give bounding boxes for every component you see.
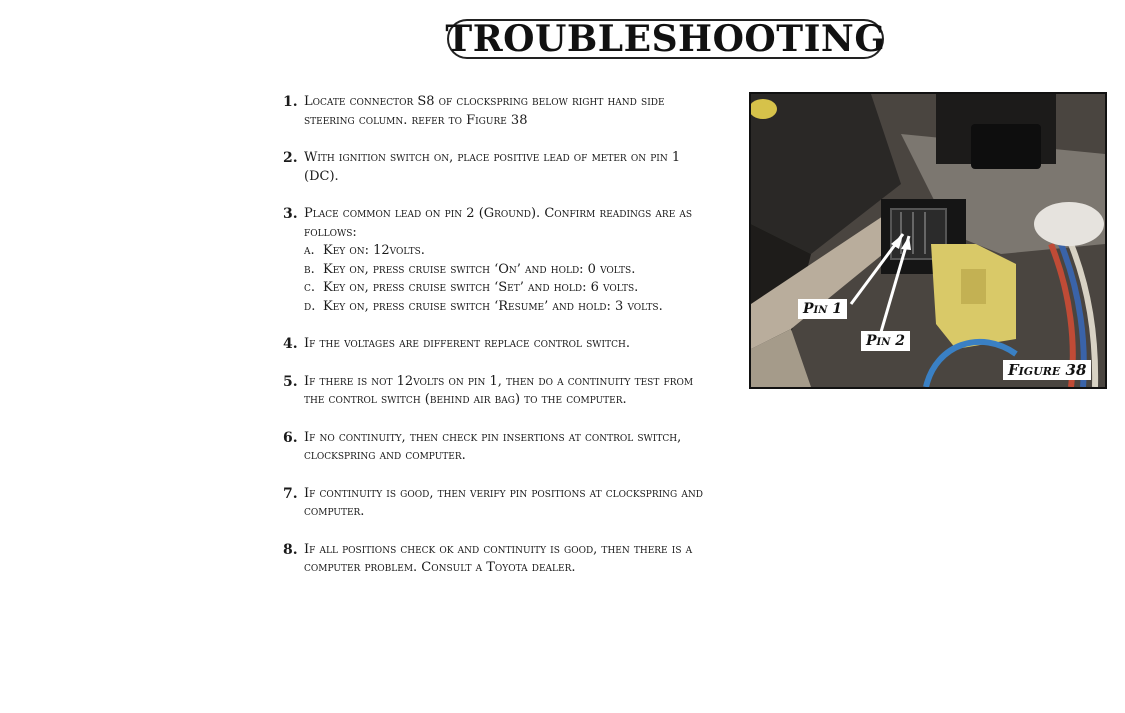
step-number: 1.: [283, 94, 298, 110]
step-text: If all positions check ok and continuity is good, then there is a computer problem. Consult a Toyota dealer.: [304, 541, 693, 575]
pin-2-label: Pin 2: [861, 331, 910, 351]
sub-step-letter: b.: [304, 261, 315, 277]
step-text: If no continuity, then check pin insertions at control switch, clockspring and computer.: [304, 429, 682, 463]
step-number: 4.: [283, 336, 298, 352]
sub-step-c: [304, 279, 703, 298]
sub-step-letter: c.: [304, 280, 316, 295]
step-text: Locate connector S8 of clockspring below right hand side steering column. refer to Figure 38: [304, 94, 665, 128]
step-number: 6.: [283, 429, 298, 446]
step-text: If there is not 12volts on pin 1, then do a continuity test from the control switch (behind air bag) to the computer.: [304, 373, 694, 407]
sub-step-list: [304, 242, 703, 316]
step-number: 8.: [283, 541, 298, 558]
sub-step-text: Key on, press cruise switch ‘On’ and hold: 0 volts.: [323, 261, 636, 277]
sub-step-text: Key on, press cruise switch ‘Set’ and hold: 6 volts.: [323, 280, 639, 295]
sub-step-letter: a.: [304, 243, 315, 258]
step-3: [283, 205, 703, 316]
page-title: TROUBLESHOOTING: [445, 18, 886, 60]
step-text: Place common lead on pin 2 (Ground). Confirm readings are as follows:: [304, 206, 693, 240]
step-5: [283, 373, 703, 410]
pin-1-label: Pin 1: [798, 299, 847, 319]
troubleshooting-steps: [283, 93, 703, 597]
step-number: 5.: [283, 373, 298, 390]
step-2: [283, 149, 703, 186]
step-6: [283, 429, 703, 466]
title-banner: [447, 19, 884, 59]
step-1: [283, 93, 703, 130]
sub-step-b: [304, 261, 703, 280]
connector-illustration: [751, 94, 1105, 387]
step-text: If continuity is good, then verify pin positions at clockspring and computer.: [304, 485, 703, 519]
step-text: With ignition switch on, place positive lead of meter on pin 1 (DC).: [304, 150, 681, 184]
connector-photo: [749, 92, 1107, 389]
step-4: [283, 335, 703, 354]
step-number: 2.: [283, 150, 298, 166]
step-8: [283, 541, 703, 578]
step-7: [283, 485, 703, 522]
step-number: 7.: [283, 485, 298, 502]
step-text: If the voltages are different replace control switch.: [304, 336, 630, 351]
sub-step-text: Key on: 12volts.: [323, 243, 425, 258]
figure-caption: Figure 38: [1003, 360, 1091, 380]
sub-step-letter: d.: [304, 298, 316, 314]
sub-step-a: [304, 242, 703, 261]
step-number: 3.: [283, 206, 298, 222]
sub-step-text: Key on, press cruise switch ‘Resume’ and hold: 3 volts.: [323, 298, 663, 314]
sub-step-d: [304, 298, 703, 317]
